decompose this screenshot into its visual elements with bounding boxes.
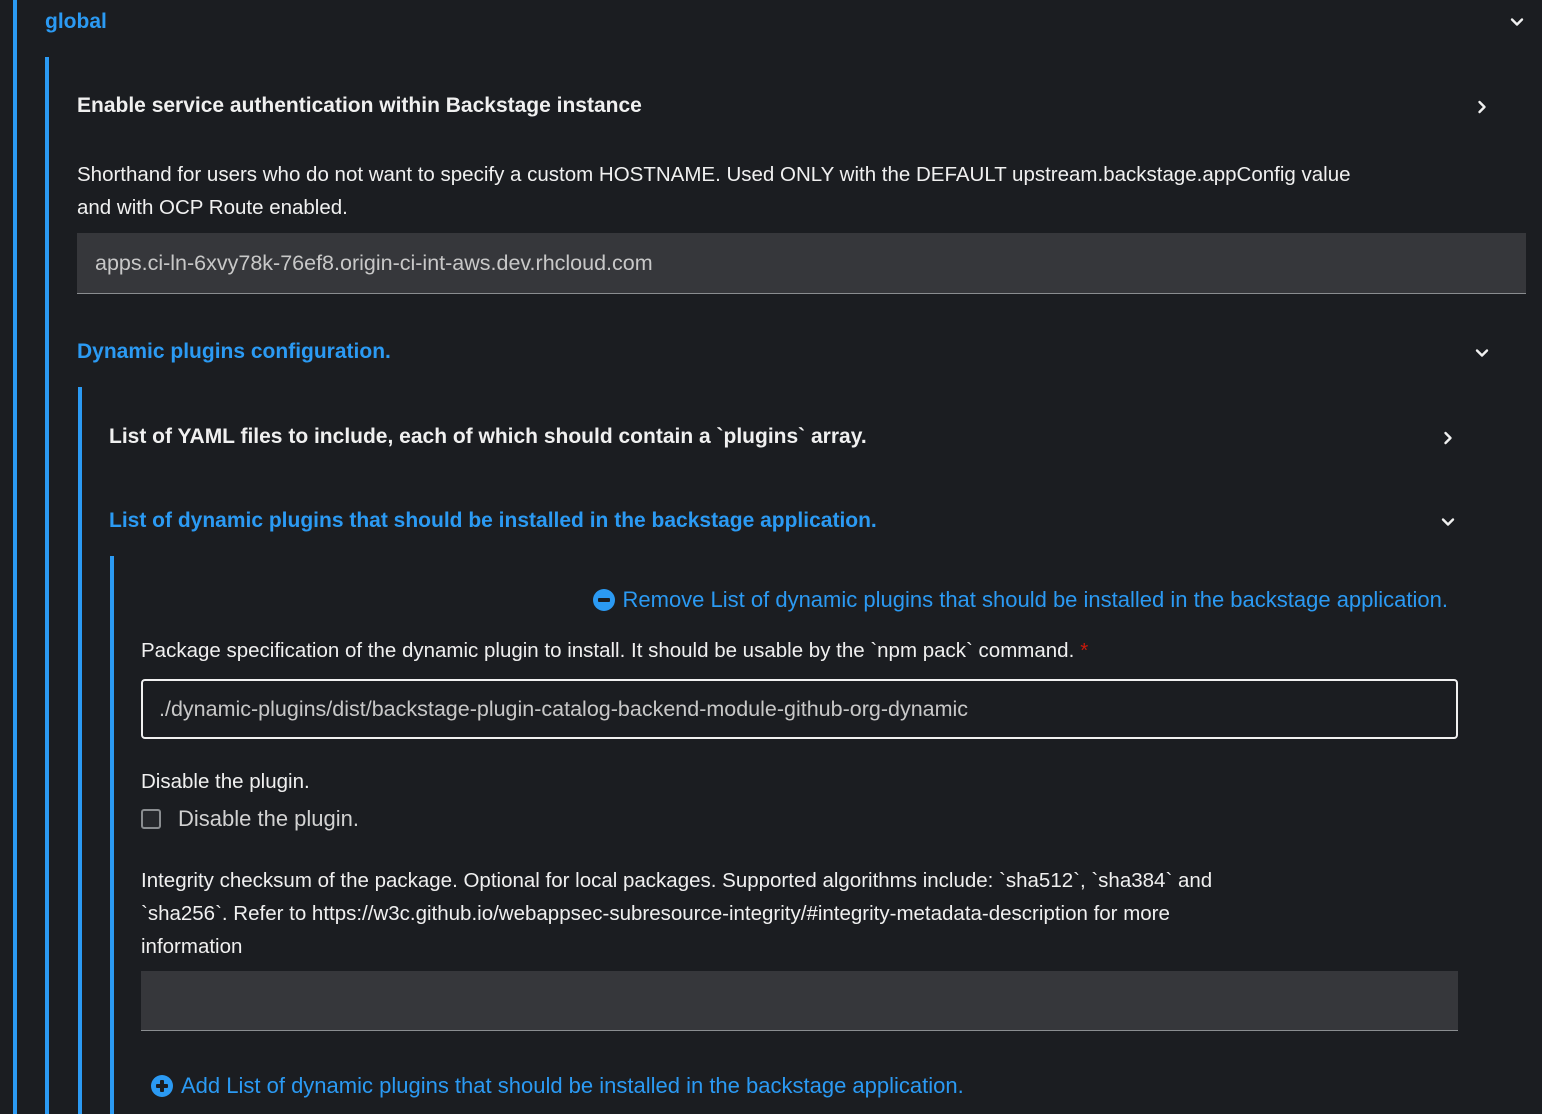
add-plugin-button[interactable] <box>150 1073 964 1099</box>
integrity-help-line-1: Integrity checksum of the package. Optional for local packages. Supported algorithms include: `sha512`, `sha384` and <box>141 869 1213 892</box>
chevron-down-icon[interactable] <box>1436 510 1460 534</box>
package-spec-label <box>141 639 1088 663</box>
host-help-line-1: Shorthand for users who do not want to specify a custom HOSTNAME. Used ONLY with the DEFAULT upstream.backstage.appConfig value <box>77 163 1351 186</box>
required-indicator: * <box>1080 639 1089 662</box>
integrity-help-text <box>141 864 1471 963</box>
chevron-down-icon[interactable] <box>1505 10 1529 34</box>
disable-plugin-checkbox-row[interactable] <box>141 806 359 832</box>
remove-plugin-button[interactable] <box>592 587 1449 613</box>
dynamic-plugins-section-toggle[interactable]: Dynamic plugins configuration. <box>77 340 391 363</box>
service-auth-section-toggle[interactable]: Enable service authentication within Backstage instance <box>77 94 642 117</box>
disable-plugin-label: Disable the plugin. <box>141 770 310 793</box>
integrity-input[interactable] <box>141 971 1458 1031</box>
add-plugin-label: Add List of dynamic plugins that should be installed in the backstage application. <box>181 1073 964 1098</box>
plugins-section-toggle[interactable]: List of dynamic plugins that should be installed in the backstage application. <box>109 509 877 532</box>
global-nesting-bar <box>13 0 17 1114</box>
remove-plugin-label: Remove List of dynamic plugins that should be installed in the backstage application. <box>622 587 1448 612</box>
package-spec-input[interactable] <box>141 679 1458 739</box>
dynamic-content-bar <box>78 387 82 1114</box>
host-help-text <box>77 158 1527 224</box>
includes-section-toggle[interactable]: List of YAML files to include, each of which should contain a `plugins` array. <box>109 425 867 448</box>
global-content-bar <box>45 57 49 1114</box>
integrity-help-line-3: information <box>141 935 243 958</box>
disable-plugin-checkbox-label[interactable]: Disable the plugin. <box>178 806 360 831</box>
global-section-toggle[interactable]: global <box>45 10 107 33</box>
chevron-down-icon[interactable] <box>1470 341 1494 365</box>
package-spec-label-text: Package specification of the dynamic plugin to install. It should be usable by the `npm pack` command. <box>141 639 1075 662</box>
chevron-right-icon[interactable] <box>1470 95 1494 119</box>
integrity-help-line-2: `sha256`. Refer to https://w3c.github.io/webappsec-subresource-integrity/#integrity-metadata-description for more <box>141 902 1170 925</box>
disable-plugin-checkbox[interactable] <box>141 809 161 829</box>
plus-circle-icon <box>150 1074 174 1098</box>
chevron-right-icon[interactable] <box>1436 426 1460 450</box>
plugins-content-bar <box>110 556 114 1114</box>
host-input[interactable] <box>77 233 1526 294</box>
host-help-line-2: and with OCP Route enabled. <box>77 196 348 219</box>
minus-circle-icon <box>592 588 616 612</box>
